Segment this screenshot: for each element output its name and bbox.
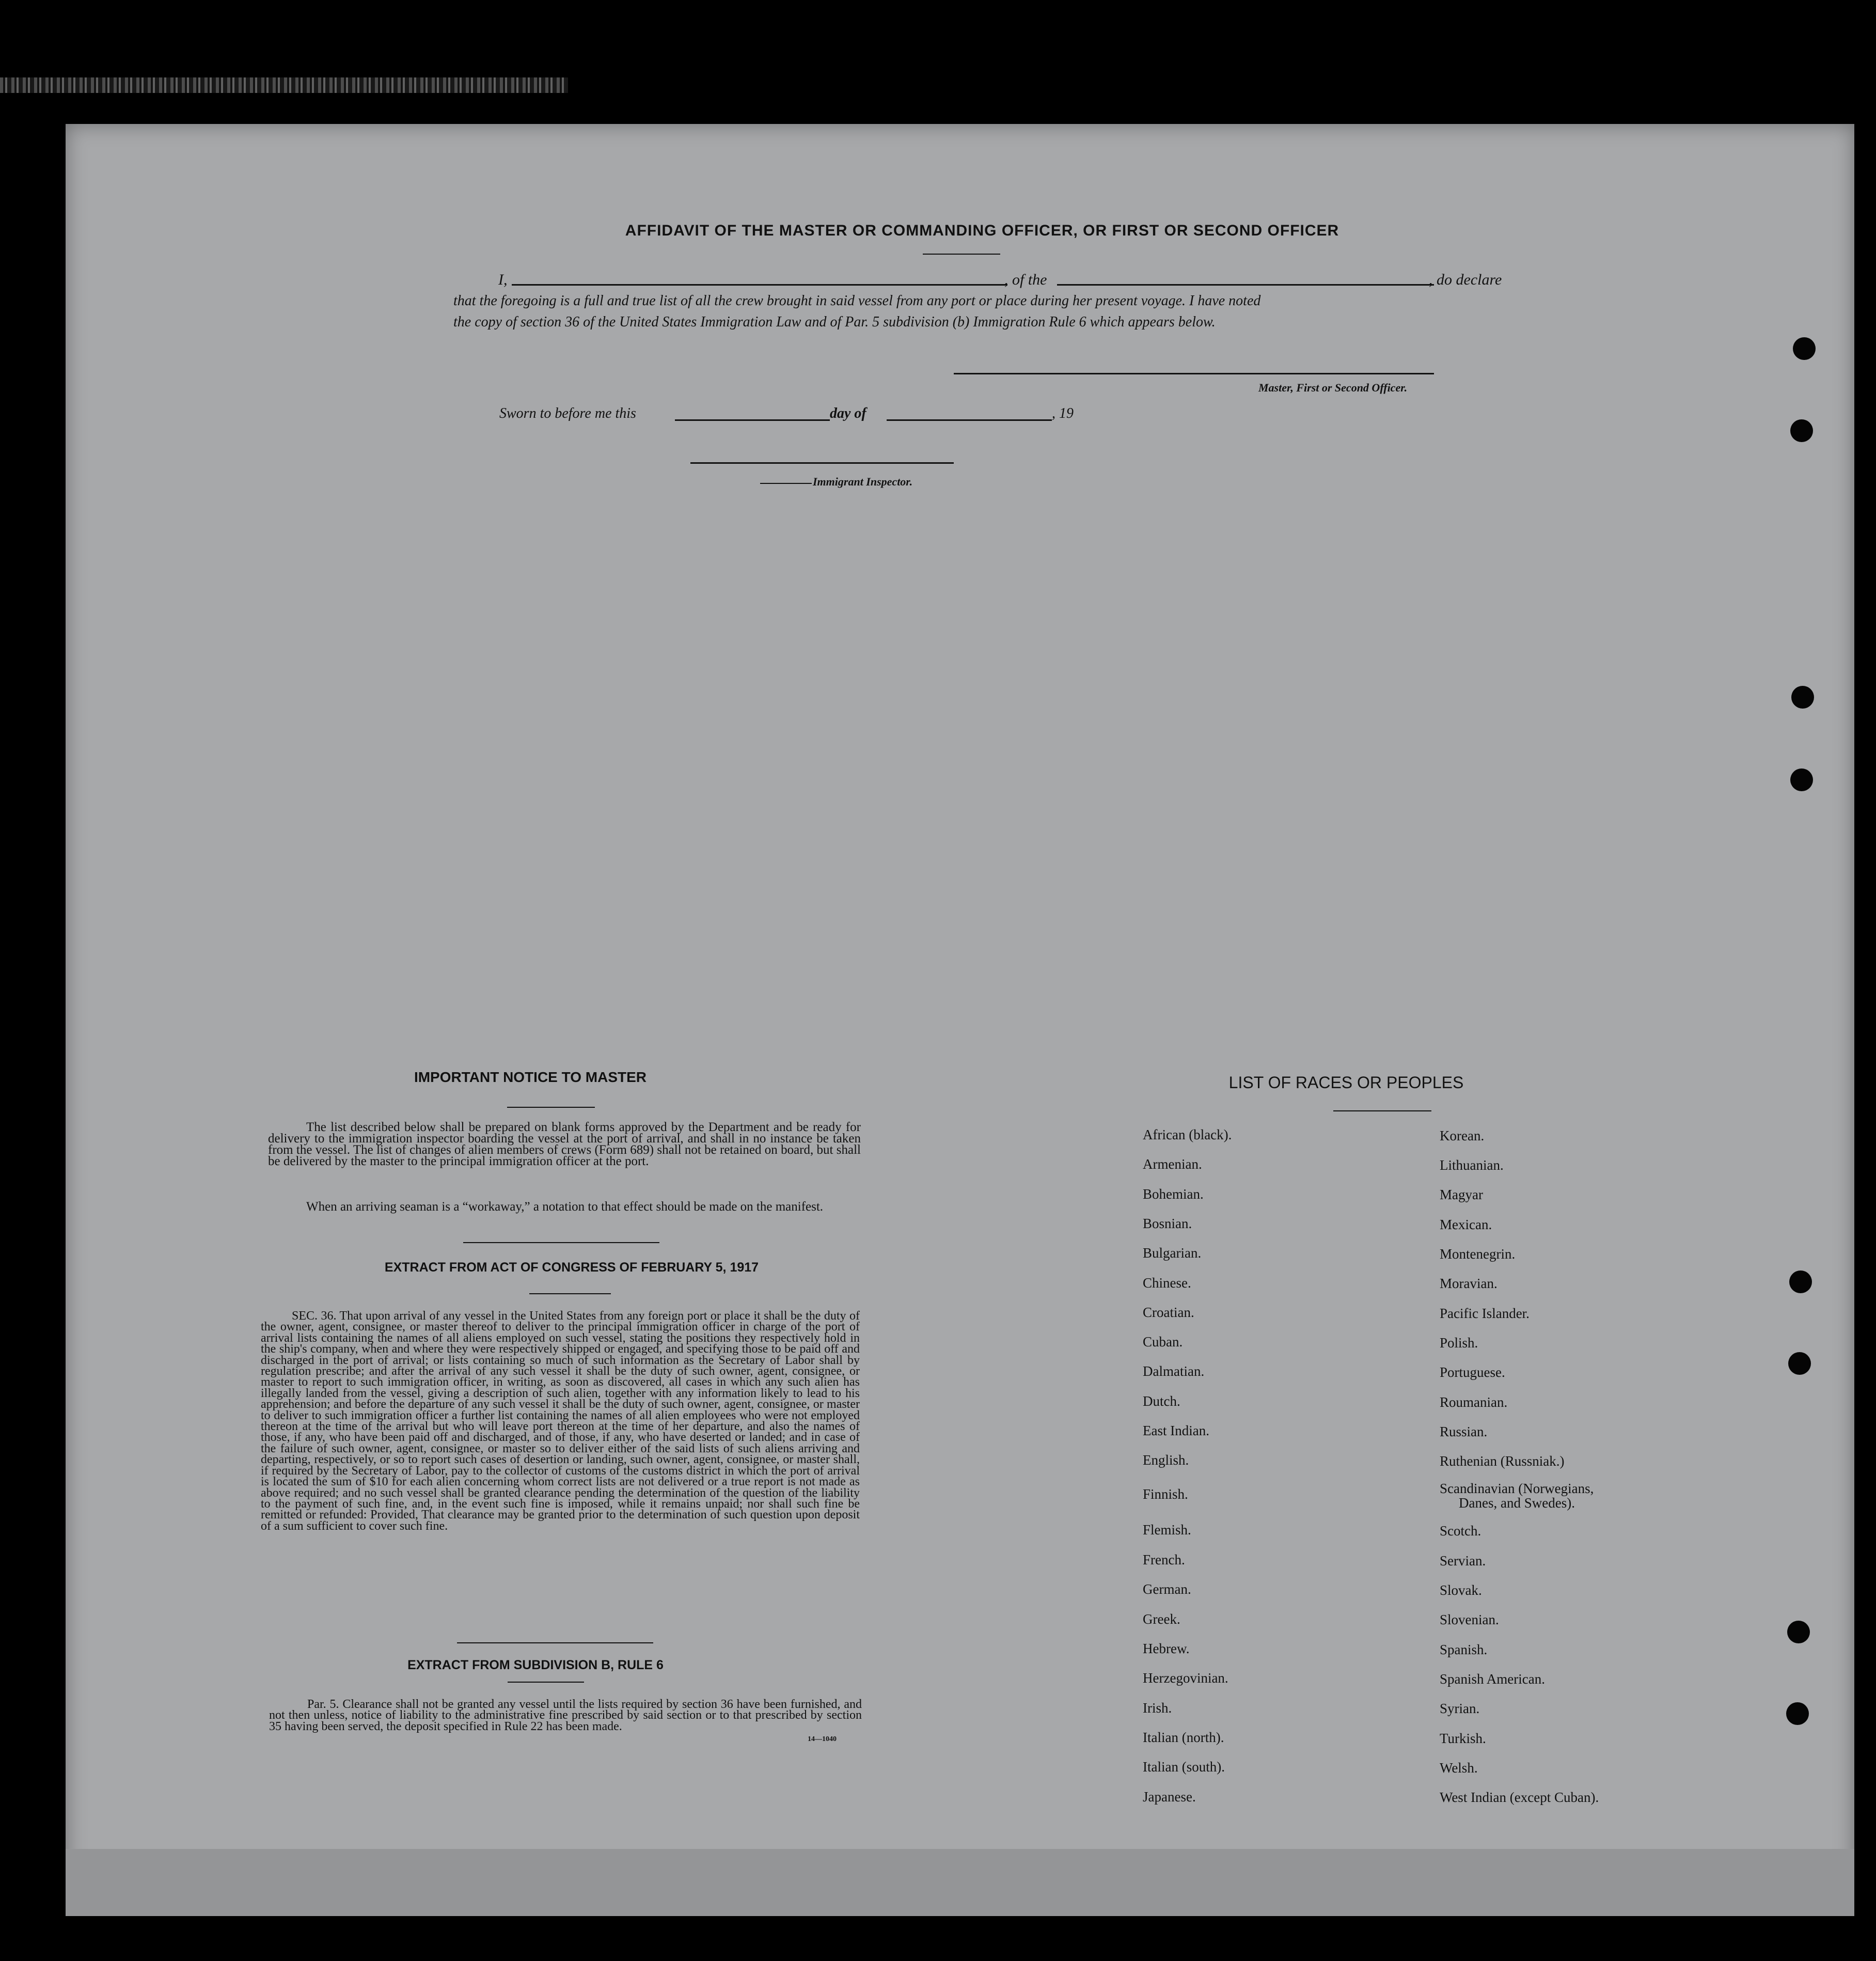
race-item: French. xyxy=(1143,1552,1185,1567)
race-item: Flemish. xyxy=(1143,1522,1191,1538)
extract2-title: EXTRACT FROM SUBDIVISION B, RULE 6 xyxy=(407,1658,664,1672)
punch-hole xyxy=(1791,686,1814,709)
race-item: Bosnian. xyxy=(1143,1216,1192,1231)
punch-hole xyxy=(1788,1352,1811,1375)
title-divider xyxy=(923,254,1000,255)
race-item: Dalmatian. xyxy=(1143,1363,1205,1379)
label-of-the: , of the xyxy=(1004,271,1047,288)
race-item: Portuguese. xyxy=(1440,1364,1505,1380)
sworn-label: Sworn to before me this xyxy=(499,405,636,421)
race-item: Danes, and Swedes). xyxy=(1459,1495,1575,1511)
race-item: English. xyxy=(1143,1452,1189,1468)
race-item: Syrian. xyxy=(1440,1701,1480,1716)
inspector-short-line xyxy=(760,483,812,484)
affidavit-title: AFFIDAVIT OF THE MASTER OR COMMANDING OFFICER, OR FIRST OR SECOND OFFICER xyxy=(625,222,1339,239)
race-item: Italian (north). xyxy=(1143,1730,1224,1745)
race-item: African (black). xyxy=(1143,1127,1232,1142)
notice-divider xyxy=(507,1107,595,1108)
race-item: German. xyxy=(1143,1581,1191,1597)
declaration-line-2: the copy of section 36 of the United States Immigration Law and of Par. 5 subdivision (b) Immigration Rule 6 which appears below. xyxy=(453,314,1216,330)
race-item: Spanish American. xyxy=(1440,1671,1545,1687)
document-page xyxy=(66,124,1854,1916)
extract1-top-divider xyxy=(463,1242,659,1243)
notice-title: IMPORTANT NOTICE TO MASTER xyxy=(414,1069,647,1085)
extract1-divider xyxy=(529,1293,611,1294)
race-item: Korean. xyxy=(1440,1128,1485,1143)
race-item: Welsh. xyxy=(1440,1760,1478,1776)
race-item: Scandinavian (Norwegians, xyxy=(1440,1481,1594,1496)
race-item: Servian. xyxy=(1440,1553,1486,1568)
punch-hole xyxy=(1789,1270,1812,1293)
declaration-line-1: that the foregoing is a full and true list of all the crew brought in said vessel from any port or place during her present voyage. I have noted xyxy=(453,293,1261,309)
race-item: Spanish. xyxy=(1440,1642,1488,1657)
race-item: Japanese. xyxy=(1143,1789,1196,1805)
race-item: Russian. xyxy=(1440,1424,1488,1439)
notice-paragraph-1: The list described below shall be prepared on blank forms approved by the Department and be ready for delivery to the immigration inspector boarding the vessel at the port of arrival, and shall in no instance be taken from the vessel. The list of changes of alien members of crews (Form 689) shall not be retained on board, but shall be delivered by the master to the principal immigration officer at the port. xyxy=(268,1120,861,1168)
master-signature-caption: Master, First or Second Officer. xyxy=(1258,381,1408,394)
punch-hole xyxy=(1786,1702,1809,1725)
races-title: LIST OF RACES OR PEOPLES xyxy=(1228,1073,1464,1092)
races-divider xyxy=(1333,1110,1431,1111)
race-item: Lithuanian. xyxy=(1440,1157,1504,1173)
race-item: Mexican. xyxy=(1440,1217,1492,1232)
film-edge-strip xyxy=(0,77,568,93)
label-i: I, xyxy=(498,271,508,288)
race-item: Greek. xyxy=(1143,1611,1180,1627)
race-item: Chinese. xyxy=(1143,1275,1191,1291)
race-item: Irish. xyxy=(1143,1700,1172,1716)
form-number: 14—1040 xyxy=(808,1735,837,1743)
race-item: Bulgarian. xyxy=(1143,1245,1202,1261)
master-signature-line xyxy=(954,373,1434,374)
punch-hole xyxy=(1793,337,1816,360)
race-item: Bohemian. xyxy=(1143,1186,1204,1202)
race-item: Pacific Islander. xyxy=(1440,1306,1530,1321)
par-5-text: Par. 5. Clearance shall not be granted any vessel until the lists required by section 36 have been furnished, and not then unless, notice of liability to the administrative fine prescribed by said section or to that prescribed by section 35 having been served, the deposit specified in Rule 22 has been made. xyxy=(269,1698,862,1733)
race-item: Ruthenian (Russniak.) xyxy=(1440,1453,1565,1469)
race-item: Slovak. xyxy=(1440,1582,1482,1598)
inspector-caption: Immigrant Inspector. xyxy=(813,475,913,488)
race-item: East Indian. xyxy=(1143,1423,1209,1438)
race-item: Moravian. xyxy=(1440,1276,1497,1291)
punch-hole xyxy=(1787,1621,1810,1643)
day-of-label: day of xyxy=(830,405,866,421)
race-item: Hebrew. xyxy=(1143,1641,1190,1656)
race-item: Armenian. xyxy=(1143,1156,1202,1172)
inspector-signature-line xyxy=(690,462,954,464)
name-line xyxy=(512,284,1007,286)
race-item: Croatian. xyxy=(1143,1305,1194,1320)
extract1-title: EXTRACT FROM ACT OF CONGRESS OF FEBRUARY 5, 1917 xyxy=(384,1260,759,1275)
race-item: Slovenian. xyxy=(1440,1612,1499,1627)
race-item: Scotch. xyxy=(1440,1523,1481,1539)
year-label: , 19 xyxy=(1052,405,1074,421)
race-item: Finnish. xyxy=(1143,1486,1188,1502)
page-lower-shade xyxy=(66,1849,1854,1916)
race-item: Roumanian. xyxy=(1440,1394,1508,1410)
race-item: Cuban. xyxy=(1143,1334,1183,1350)
sworn-month-line xyxy=(887,419,1052,421)
sworn-day-line xyxy=(675,419,830,421)
race-item: Turkish. xyxy=(1440,1731,1486,1746)
extract2-top-divider xyxy=(457,1642,653,1643)
race-item: Magyar xyxy=(1440,1187,1483,1202)
section-36-text: SEC. 36. That upon arrival of any vessel in the United States from any foreign port or place it shall be the duty of the owner, agent, consignee, or master thereof to deliver to the principal immigration officer in charge of the port of arrival lists containing the names of all aliens employed on such vessel, stating the positions they respectively hold in the ship's company, when and where they were respectively shipped or engaged, and specifying those to be paid off and discharged in the port of arrival; or lists containing so much of such information as the Secretary of Labor shall by regulation prescribe; and after the arrival of any such vessel it shall be the duty of such owner, agent, consignee, or master to report to such immigration officer, in writing, as soon as discovered, all cases in which any such alien has illegally landed from the vessel, giving a description of such alien, together with any information likely to lead to his apprehension; and before the departure of any such vessel it shall be the duty of such owner, agent, consignee, or master to deliver to such immigration officer a further list containing the names of all alien employees who were not employed thereon at the time of the arrival but who will leave port thereon at the time of her departure, and also the names of those, if any, who have been paid off and discharged, and of those, if any, who have deserted or landed; and in case of the failure of such owner, agent, consignee, or master so to deliver either of the said lists of such aliens arriving and departing, respectively, or so to report such cases of desertion or landing, such owner, agent, consignee, or master shall, if required by the Secretary of Labor, pay to the collector of customs of the customs district in which the port of arrival is located the sum of $10 for each alien concerning whom correct lists are not delivered or a true report is not made as above required; and no such vessel shall be granted clearance pending the determination of the question of the liability to the payment of such fine, and, in the event such fine is imposed, while it remains unpaid; nor shall such fine be remitted or refunded: Provided, That clearance may be granted prior to the determination of such question upon deposit of a sum sufficient to cover such fine. xyxy=(261,1309,860,1533)
race-item: Dutch. xyxy=(1143,1393,1180,1409)
race-item: Herzegovinian. xyxy=(1143,1670,1228,1686)
race-item: Polish. xyxy=(1440,1335,1478,1351)
notice-paragraph-2: When an arriving seaman is a “workaway,” a notation to that effect should be made on the manifest. xyxy=(306,1200,824,1214)
race-item: West Indian (except Cuban). xyxy=(1440,1790,1599,1805)
punch-hole xyxy=(1790,768,1813,791)
race-item: Italian (south). xyxy=(1143,1759,1225,1775)
race-item: Montenegrin. xyxy=(1440,1246,1516,1262)
extract2-divider xyxy=(508,1682,584,1683)
vessel-line xyxy=(1057,284,1434,286)
punch-hole xyxy=(1790,419,1813,442)
label-do-declare: , do declare xyxy=(1429,271,1502,288)
